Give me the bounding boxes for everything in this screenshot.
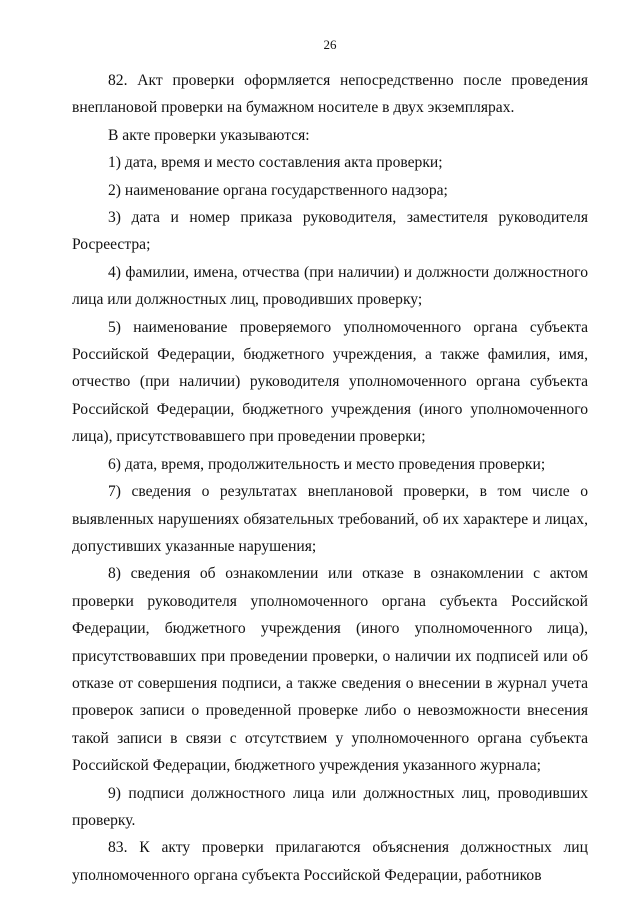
- list-item-4: 4) фамилии, имена, отчества (при наличии) и должности должностного лица или должностных лиц, проводивших проверку;: [72, 263, 588, 309]
- page-number: 26: [323, 37, 337, 52]
- list-item-6: 6) дата, время, продолжительность и место проведения проверки;: [108, 455, 546, 473]
- list-item-3: 3) дата и номер приказа руководителя, заместителя руководителя Росреестра;: [72, 209, 588, 254]
- list-item-1: 1) дата, время и место составления акта проверки;: [108, 154, 443, 172]
- list-item-7: 7) сведения о результатах внеплановой проверки, в том числе о выявленных нарушениях обязательных требований, об их характере и лицах, допустивших указанные нарушения;: [72, 483, 588, 555]
- paragraph-act-contents-intro: В акте проверки указываются:: [108, 126, 310, 144]
- paragraph-83: 83. К акту проверки прилагаются объяснения должностных лиц уполномоченного органа субъекта Российской Федерации, работников: [72, 839, 588, 884]
- list-item-5: 5) наименование проверяемого уполномоченного органа субъекта Российской Федерации, бюджетного учреждения, а также фамилия, имя, отчество (при наличии) руководителя уполномоченного органа субъекта Российской Федерации, бюджетного учреждения (иного уполномоченного лица), присутствовавшего при проведении проверки;: [72, 318, 588, 446]
- paragraph-82: 82. Акт проверки оформляется непосредственно после проведения внеплановой проверки на бумажном носителе в двух экземплярах.: [72, 72, 588, 117]
- list-item-2: 2) наименование органа государственного надзора;: [108, 181, 448, 199]
- list-item-8: 8) сведения об ознакомлении или отказе в ознакомлении с актом проверки руководителя уполномоченного органа субъекта Российской Федерации, бюджетного учреждения (иного уполномоченного лица), присутствовавших при проведении проверки, о наличии их подписей или об отказе от совершения подписи, а также сведения о внесении в журнал учета проверок записи о проведенной проверке либо о невозможности внесения такой записи в связи с отсутствием у уполномоченного органа субъекта Российской Федерации, бюджетного учреждения указанного журнала;: [72, 565, 588, 775]
- list-item-9: 9) подписи должностного лица или должностных лиц, проводивших проверку.: [72, 784, 588, 829]
